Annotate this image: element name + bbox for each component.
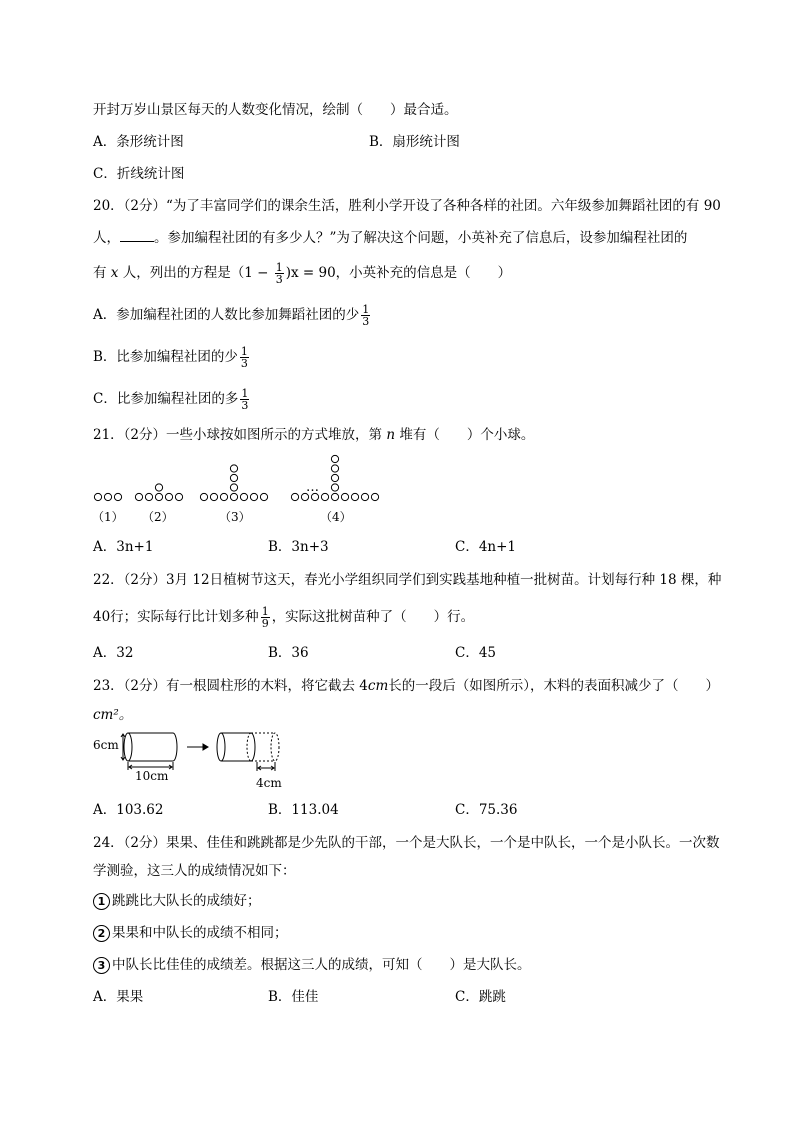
q24-circled-number-1: 1: [93, 893, 110, 910]
q24-condition-2-text: 果果和中队长的成绩不相同；: [112, 925, 288, 941]
q20-blank: [120, 229, 154, 242]
q24-line1: 24．（2分）果果、佳佳和跳跳都是少先队的干部，一个是大队长，一个是中队长，一个是小队长。一次数: [93, 835, 720, 851]
q21-var-n: n: [386, 427, 396, 443]
q20-line2: [93, 229, 687, 247]
q20-line2-start: 人，: [93, 230, 120, 246]
q23-option-c: C．75.36: [455, 802, 518, 818]
q23-line1-end: 长的一段后（如图所示），木料的表面积减少了（ ）: [388, 678, 720, 694]
q23-line1: [93, 677, 719, 695]
q22-line2: [93, 606, 474, 629]
q23-label-height: 6cm: [93, 738, 119, 752]
q20-option-a-fraction: $\frac{1}{3}$: [362, 303, 370, 328]
q20-option-b-text: B．比参加编程社团的少: [93, 349, 238, 365]
q20-line3-start: 有: [93, 265, 107, 281]
q20-equation-start: 人，列出的方程是（1 −: [122, 265, 269, 281]
q21-stem-start: 21．（2分）一些小球按如图所示的方式堆放，第: [93, 427, 383, 443]
q22-fraction: $\frac{1}{9}$: [261, 605, 269, 630]
q21-label-3: （3）: [219, 510, 251, 524]
q20-option-c-fraction: $\frac{1}{3}$: [241, 387, 249, 412]
q24-option-a: A．果果: [93, 989, 144, 1005]
q20-fraction: $\frac{1}{3}$: [275, 261, 283, 286]
q20-var-x: x: [110, 265, 119, 281]
q20-line2-end: 。参加编程社团的有多少人？”为了解决这个问题，小英补充了信息后，设参加编程社团的: [154, 230, 688, 246]
q23-label-cut: 4cm: [256, 776, 282, 790]
q23-line1-start: 23．（2分）有一根圆柱形的木料，将它截去 4: [93, 678, 368, 694]
q22-option-a: A．32: [93, 645, 134, 661]
q20-option-c: [93, 388, 251, 411]
q24-option-c: C．跳跳: [455, 989, 506, 1005]
q20-line1: 20．（2分）“为了丰富同学们的课余生活，胜利小学开设了各种各样的社团。六年级参加舞蹈社团的有 90: [93, 198, 721, 214]
q21-ellipsis: …: [306, 480, 319, 495]
q21-option-a: A．3n+1: [93, 539, 154, 555]
q21-option-b: B．3n+3: [268, 539, 329, 555]
q23-unit: cm: [367, 678, 389, 694]
q21-ball-figure: [88, 450, 418, 502]
q24-circled-number-2: 2: [93, 925, 110, 942]
q22-line1: 22．（2分）3月 12日植树节这天，春光小学组织同学们到实践基地种植一批树苗。计划每行种 18 棵，种: [93, 572, 722, 588]
q22-line2-end: ，实际这批树苗种了（ ）行。: [271, 609, 475, 625]
q24-condition-1-text: 跳跳比大队长的成绩好；: [112, 893, 261, 909]
q21-stem: [93, 426, 534, 444]
q20-option-b: [93, 346, 251, 369]
q22-option-b: B．36: [268, 645, 309, 661]
q20-option-a-text: A．参加编程社团的人数比参加舞蹈社团的少: [93, 307, 360, 323]
q24-condition-1: [93, 892, 261, 910]
q19-stem: 开封万岁山景区每天的人数变化情况，绘制（ ）最合适。: [93, 102, 458, 118]
q24-condition-3-text: 中队长比佳佳的成绩差。根据这三人的成绩，可知（ ）是大队长。: [112, 957, 531, 973]
q24-option-b: B．佳佳: [268, 989, 319, 1005]
q20-line3: [93, 262, 511, 285]
q21-label-4: （4）: [320, 510, 352, 524]
q23-option-b: B．113.04: [268, 802, 339, 818]
q20-option-b-fraction: $\frac{1}{3}$: [240, 345, 248, 370]
q23-line2: cm²。: [93, 707, 133, 723]
q24-condition-3: [93, 956, 531, 974]
q21-label-1: （1）: [92, 510, 124, 524]
q20-equation-end: )x = 90，小英补充的信息是（ ）: [285, 265, 512, 281]
q24-line2: 学测验，这三人的成绩情况如下：: [93, 863, 296, 879]
q21-label-2: （2）: [142, 510, 174, 524]
q22-line2-start: 40行；实际每行比计划多种: [93, 609, 259, 625]
q22-option-c: C．45: [455, 645, 497, 661]
q19-option-c: C．折线统计图: [93, 166, 185, 182]
q20-option-a: [93, 304, 372, 327]
q24-condition-2: [93, 924, 288, 942]
q21-option-c: C．4n+1: [455, 539, 517, 555]
q19-option-a: A．条形统计图: [93, 134, 184, 150]
q23-option-a: A．103.62: [93, 802, 164, 818]
q21-stem-end: 堆有（ ）个小球。: [399, 427, 535, 443]
q23-label-length: 10cm: [135, 769, 169, 783]
q24-circled-number-3: 3: [93, 957, 110, 974]
q19-option-b: B．扇形统计图: [369, 134, 460, 150]
q20-option-c-text: C．比参加编程社团的多: [93, 391, 239, 407]
